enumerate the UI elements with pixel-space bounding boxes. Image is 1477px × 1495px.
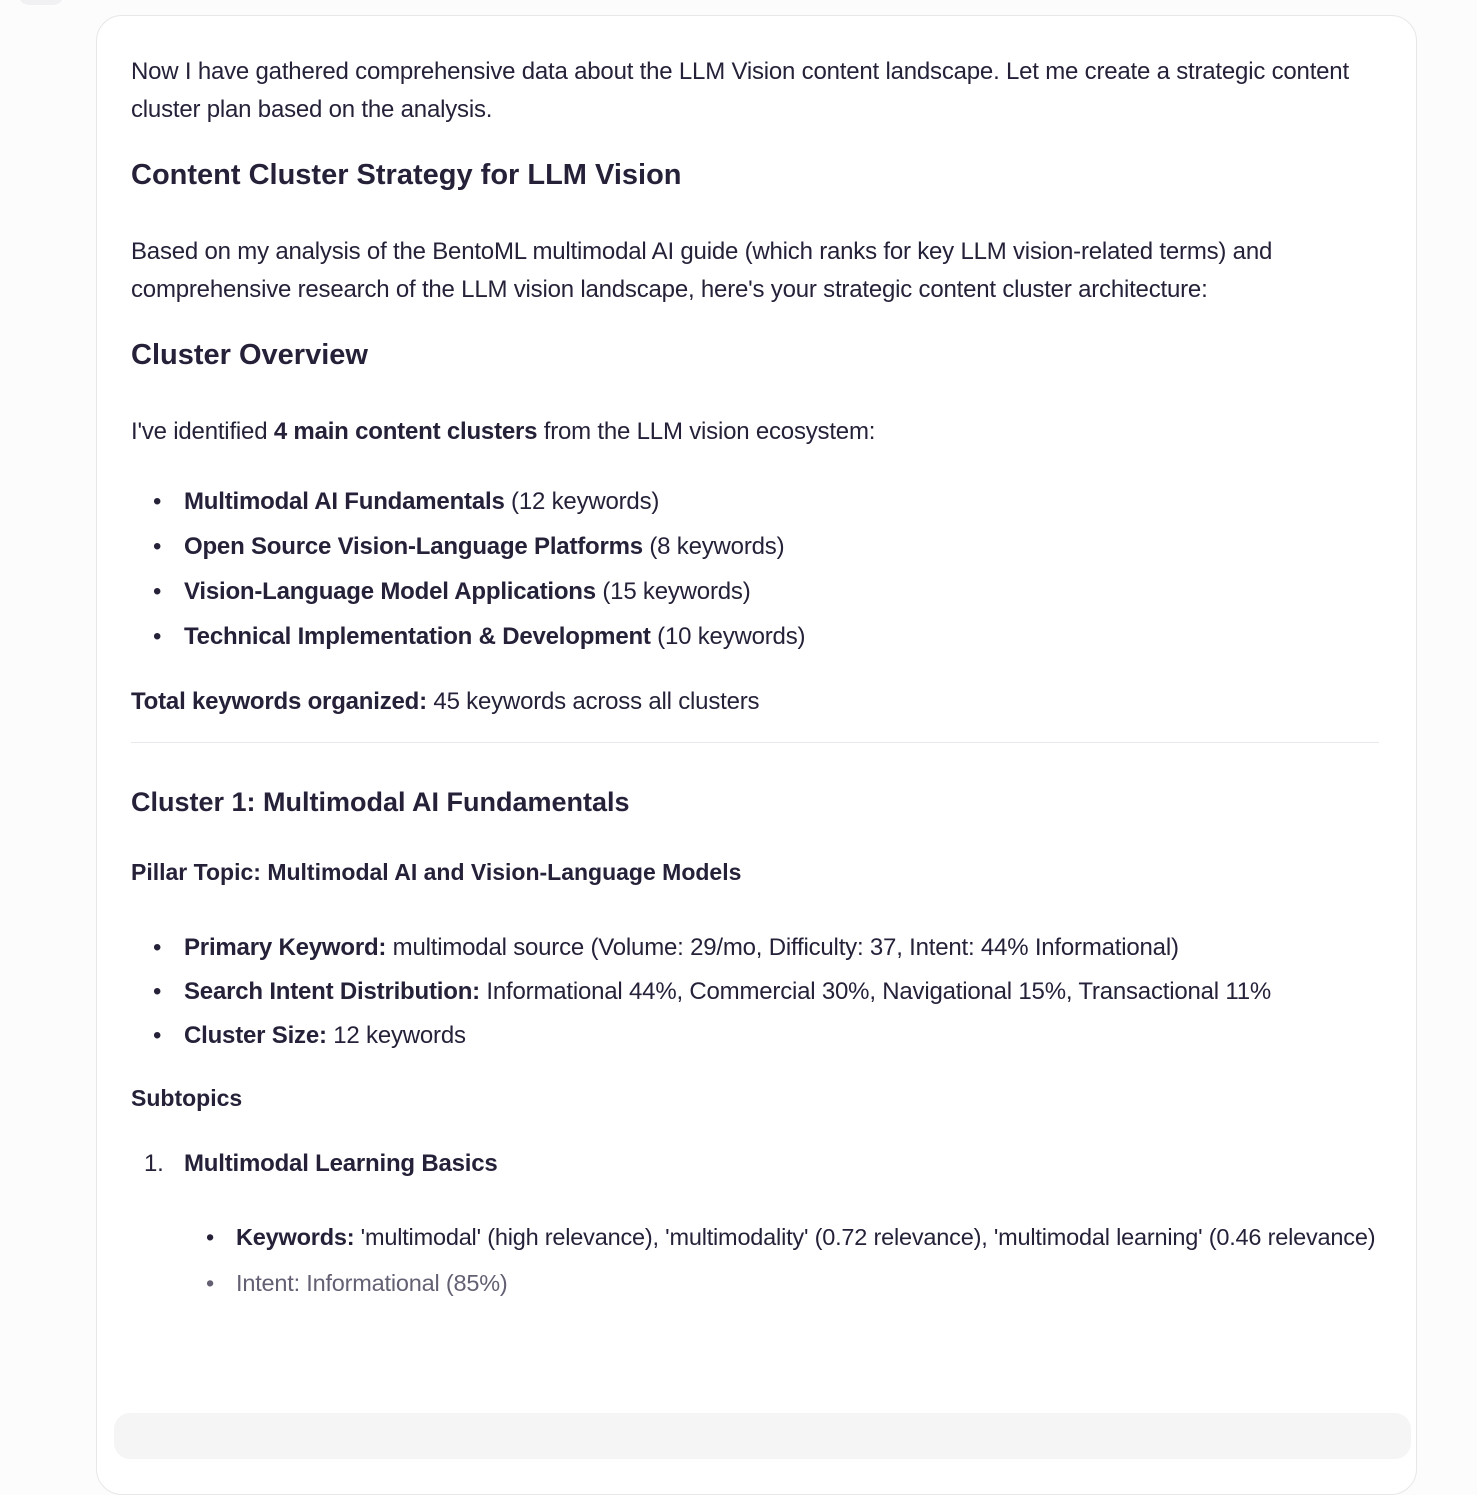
subtopic-detail-list: [144, 1218, 1407, 1302]
subtopic-list: [131, 1145, 1379, 1302]
cluster-list-item: • Vision-Language Model Applications (15 keywords): [184, 573, 1379, 611]
subtopic-title: Multimodal Learning Basics: [184, 1150, 498, 1177]
cluster-size-line: • Cluster Size: 12 keywords: [184, 1017, 1379, 1055]
cluster-list-item: • Multimodal AI Fundamentals (12 keywords): [184, 483, 1379, 521]
pillar-detail-list: [131, 929, 1379, 1055]
search-intent-line: • Search Intent Distribution: Informational 44%, Commercial 30%, Navigational 15%, Transactional 11%: [184, 973, 1379, 1011]
intro-paragraph: Now I have gathered comprehensive data about the LLM Vision content landscape. Let me create a strategic content cluster plan based on the analysis.: [131, 58, 1349, 123]
subtopic-item: [144, 1145, 1379, 1302]
total-keywords-line: Total keywords organized: 45 keywords across all clusters: [131, 688, 760, 715]
section-divider: [131, 742, 1379, 743]
assistant-message-card: [96, 15, 1417, 1495]
identified-line: I've identified 4 main content clusters from the LLM vision ecosystem:: [131, 418, 876, 445]
message-content: [131, 53, 1379, 1302]
subtopics-heading: Subtopics: [131, 1085, 243, 1111]
intent-line: • Intent: Informational (85%): [236, 1264, 1407, 1302]
subtopic-number: 1.: [144, 1150, 164, 1177]
pillar-topic-heading: Pillar Topic: Multimodal AI and Vision-Language Models: [131, 859, 742, 885]
analysis-paragraph: Based on my analysis of the BentoML multimodal AI guide (which ranks for key LLM vision-related terms) and comprehensive research of the LLM vision landscape, here's your strategic content cluster architecture:: [131, 238, 1273, 303]
cluster-list: [131, 483, 1379, 656]
primary-keyword-line: • Primary Keyword: multimodal source (Volume: 29/mo, Difficulty: 37, Intent: 44% Informational): [184, 929, 1379, 967]
keywords-line: • Keywords: 'multimodal' (high relevance), 'multimodality' (0.72 relevance), 'multimodal learning' (0.46 relevance): [236, 1218, 1407, 1256]
collapsed-block-chip[interactable]: [18, 0, 64, 5]
strategy-heading: Content Cluster Strategy for LLM Vision: [131, 159, 682, 191]
cluster-list-item: • Open Source Vision-Language Platforms (8 keywords): [184, 528, 1379, 566]
next-content-block: [114, 1413, 1411, 1459]
overview-heading: Cluster Overview: [131, 339, 368, 371]
cluster-list-item: • Technical Implementation & Development (10 keywords): [184, 618, 1379, 656]
cluster1-heading: Cluster 1: Multimodal AI Fundamentals: [131, 787, 630, 817]
